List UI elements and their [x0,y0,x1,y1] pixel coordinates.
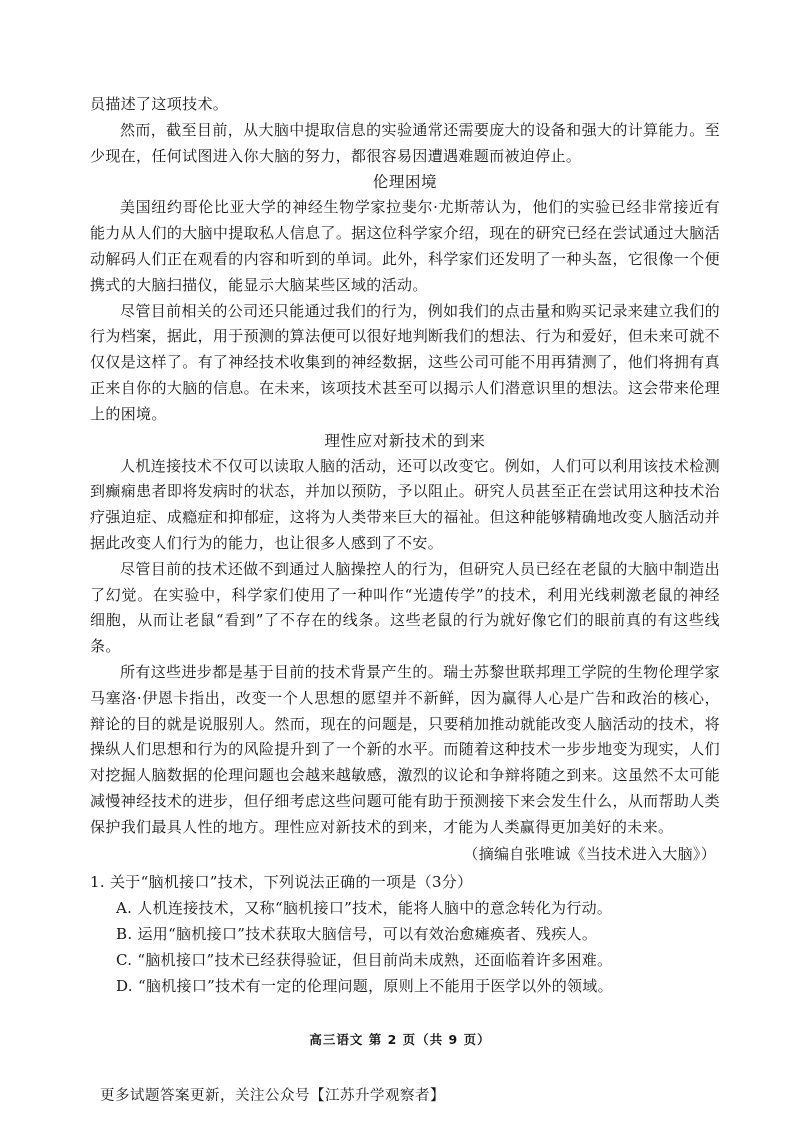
option-label: D. [116,976,133,995]
paragraph: 人机连接技术不仅可以读取人脑的活动，还可以改变它。例如，人们可以利用该技术检测到癫痫患者即将发病时的状态，并加以预防，予以阻止。研究人员甚至正在尝试用这种技术治疗强迫症、成瘾症和抑郁症，这将为人类带来巨大的福祉。但这种能够精确地改变人脑活动并据此改变人们行为的能力，也让很多人感到了不安。 [90,456,720,552]
paragraph: 美国纽约哥伦比亚大学的神经生物学家拉斐尔·尤斯蒂认为，他们的实验已经非常接近有能力从人们的大脑中提取私人信息了。据这位科学家介绍，现在的研究已经在尝试通过大脑活动解码人们正在观看的内容和听到的单词。此外，科学家们还发明了一种头盔，它很像一个便携式的大脑扫描仪，能显示大脑某些区域的活动。 [90,198,720,294]
paragraph: 所有这些进步都是基于目前的技术背景产生的。瑞士苏黎世联邦理工学院的生物伦理学家马塞洛·伊恩卡指出，改变一个人思想的愿望并不新鲜，因为赢得人心是广告和政治的核心，辩论的目的就是说服别人。然而，现在的问题是，只要稍加推动就能改变人脑活动的技术，将操纵人们思想和行为的风险提升到了一个新的水平。而随着这种技术一步步地变为现实，人们对挖掘人脑数据的伦理问题也会越来越敏感，激烈的议论和争辩将随之到来。这虽然不太可能减慢神经技术的进步，但仔细考虑这些问题可能有助于预测接下来会发生什么，从而帮助人类保护我们最具人性的地方。理性应对新技术的到来，才能为人类赢得更加美好的未来。 [90,662,720,836]
promo-notice: 更多试题答案更新，关注公众号【江苏升学观察者】 [100,1088,445,1104]
option-a [116,895,720,921]
question-stem [90,869,720,895]
option-b [116,921,720,947]
question-1 [90,869,720,999]
paragraph: 尽管目前相关的公司还只能通过我们的行为，例如我们的点击量和购买记录来建立我们的行为档案，据此，用于预测的算法便可以很好地判断我们的想法、行为和爱好，但未来可就不仅仅是这样了。有了神经技术收集到的神经数据，这些公司可能不用再猜测了，他们将拥有真正来自你的大脑的信息。在未来，该项技术甚至可以揭示人们潜意识里的想法。这会带来伦理上的困境。 [90,301,720,423]
article-source: （摘编自张唯诚《当技术进入大脑》） [463,844,716,863]
option-label: A. [116,898,133,917]
question-number: 1. [90,872,105,891]
option-label: B. [116,924,133,943]
option-text: “脑机接口”技术有一定的伦理问题，原则上不能用于医学以外的领域。 [137,976,613,995]
option-label: C. [116,950,133,969]
article-body [90,92,720,999]
option-text: 人机连接技术，又称“脑机接口”技术，能将人脑中的意念转化为行动。 [137,898,613,917]
option-c [116,947,720,973]
option-text: 运用“脑机接口”技术获取大脑信号，可以有效治愈瘫痪者、残疾人。 [137,924,598,943]
option-list [90,895,720,999]
question-text: 关于“脑机接口”技术，下列说法正确的一项是（3分） [110,872,473,891]
section-heading-rational: 理性应对新技术的到来 [324,431,486,450]
intro-paragraph: 然而，截至目前，从大脑中提取信息的实验通常还需要庞大的设备和强大的计算能力。至少现在，任何试图进入你大脑的努力，都很容易因遭遇难题而被迫停止。 [90,120,720,165]
option-text: “脑机接口”技术已经获得验证，但目前尚未成熟，还面临着许多困难。 [137,950,613,969]
paragraph: 尽管目前的技术还做不到通过人脑操控人的行为，但研究人员已经在老鼠的大脑中制造出了幻觉。在实验中，科学家们使用了一种叫作“光遗传学”的技术，利用光线刺激老鼠的神经细胞，从而让老鼠“看到”了不存在的线条。这些老鼠的行为就好像它们的眼前真的有这些线条。 [90,559,720,656]
option-d [116,973,720,999]
page-footer: 高三语文 第 2 页（共 9 页） [309,1032,491,1047]
section-heading-ethics: 伦理困境 [372,173,438,192]
intro-line: 员描述了这项技术。 [90,95,229,113]
